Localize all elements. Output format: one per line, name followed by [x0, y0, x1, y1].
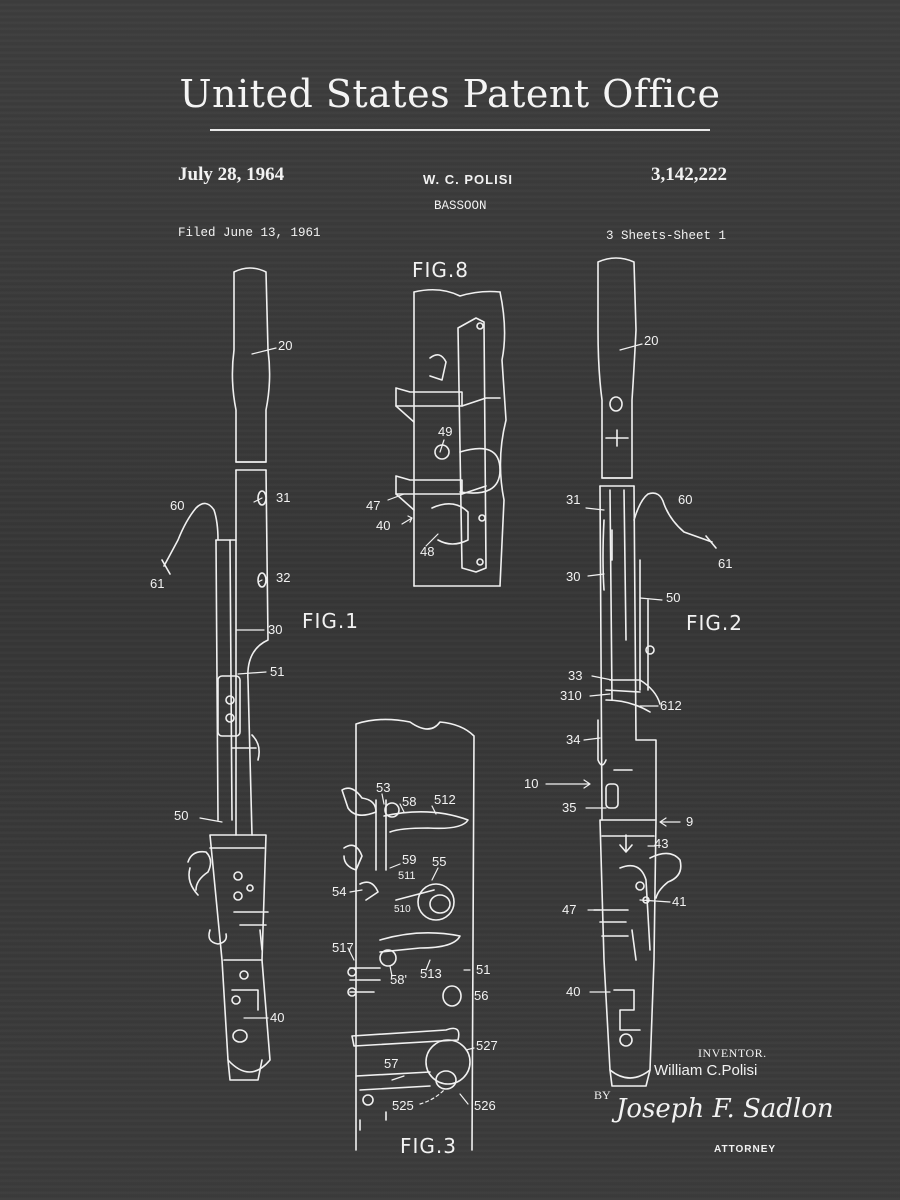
fig1-caption: FIG.1 [302, 609, 359, 633]
fig2-label-310: 310 [560, 688, 582, 703]
fig2-label-9: 9 [686, 814, 694, 829]
fig3-label-58-prime: 58' [390, 972, 407, 987]
inventor-header: W. C. POLISI [423, 172, 514, 187]
fig3-label-56: 56 [474, 988, 489, 1003]
fig8-label-47: 47 [366, 498, 381, 513]
fig3-label-511: 511 [398, 870, 416, 882]
office-title: United States Patent Office [179, 72, 721, 116]
fig1-label-40: 40 [270, 1010, 285, 1025]
fig8-label-49: 49 [438, 424, 453, 439]
fig8-caption: FIG.8 [412, 258, 469, 282]
patent-number: 3,142,222 [651, 164, 727, 185]
fig2-label-20: 20 [644, 333, 659, 348]
fig3-label-525: 525 [392, 1098, 414, 1113]
fig1-label-20: 20 [278, 338, 293, 353]
sheet-count: 3 Sheets-Sheet 1 [606, 229, 727, 243]
fig2-label-40: 40 [566, 984, 581, 999]
fig3-label-512: 512 [434, 792, 456, 807]
fig2-label-43: 43 [654, 836, 669, 851]
fig2-label-34: 34 [566, 732, 581, 747]
fig2-label-30: 30 [566, 569, 581, 584]
fig2-label-33: 33 [568, 668, 583, 683]
patent-subject: BASSOON [434, 199, 487, 213]
fig3-label-57: 57 [384, 1056, 399, 1071]
attorney-signature: Joseph F. Sadlon [616, 1094, 834, 1124]
fig2-label-31: 31 [566, 492, 581, 507]
fig3-label-59: 59 [402, 852, 417, 867]
fig1-label-61: 61 [150, 576, 165, 591]
fig3-caption: FIG.3 [400, 1134, 457, 1158]
fig3-label-527: 527 [476, 1038, 498, 1053]
fig3-label-517: 517 [332, 940, 354, 955]
fig2-bassoon-drawing [594, 258, 716, 1086]
fig3-label-513: 513 [420, 966, 442, 981]
fig3-label-58: 58 [402, 794, 417, 809]
fig3-label-510: 510 [394, 904, 411, 915]
attorney-label: ATTORNEY [714, 1144, 777, 1155]
fig1-label-50: 50 [174, 808, 189, 823]
fig3-label-51: 51 [476, 962, 491, 977]
fig1-label-60: 60 [170, 498, 185, 513]
inventor-name: William C.Polisi [654, 1062, 758, 1079]
fig2-label-60: 60 [678, 492, 693, 507]
filed-date: Filed June 13, 1961 [178, 226, 321, 240]
fig3-label-53: 53 [376, 780, 391, 795]
fig3-detail-drawing [342, 719, 474, 1150]
fig3-label-55: 55 [432, 854, 447, 869]
fig8-label-48: 48 [420, 544, 435, 559]
fig3-label-526: 526 [474, 1098, 496, 1113]
fig1-label-30: 30 [268, 622, 283, 637]
fig2-label-50: 50 [666, 590, 681, 605]
inventor-label: INVENTOR. [698, 1046, 767, 1060]
fig1-label-32: 32 [276, 570, 291, 585]
fig1-bassoon-drawing [162, 268, 270, 1080]
fig2-label-35: 35 [562, 800, 577, 815]
fig3-label-54: 54 [332, 884, 347, 899]
fig2-label-41: 41 [672, 894, 687, 909]
fig2-label-612: 612 [660, 698, 682, 713]
fig8-label-40: 40 [376, 518, 391, 533]
fig2-caption: FIG.2 [686, 611, 743, 635]
fig2-label-47: 47 [562, 902, 577, 917]
patent-date: July 28, 1964 [178, 164, 285, 185]
fig1-label-51: 51 [270, 664, 285, 679]
by-label: BY [594, 1088, 611, 1102]
fig1-label-31: 31 [276, 490, 291, 505]
fig2-label-61: 61 [718, 556, 733, 571]
fig2-label-10: 10 [524, 776, 539, 791]
